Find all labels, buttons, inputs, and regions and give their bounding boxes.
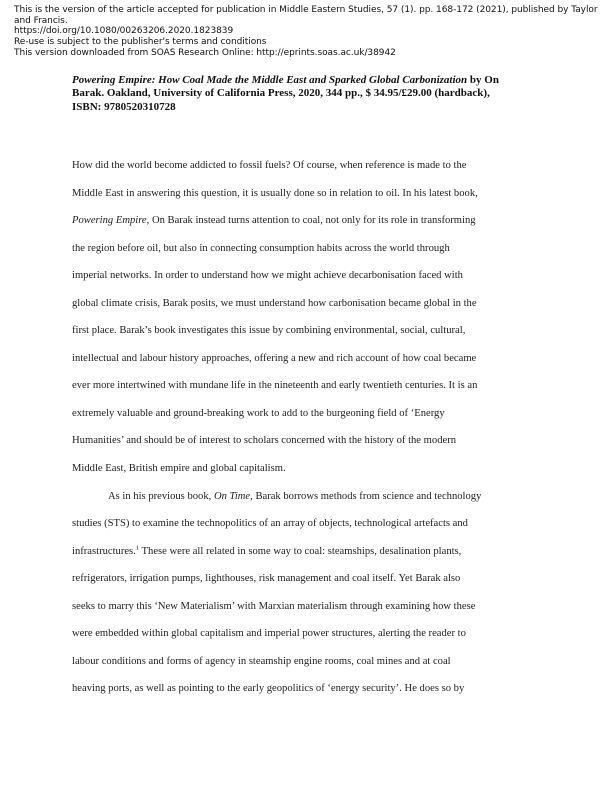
text-line: first place. Barak’s book investigates this issue by combining environmental, social, cultural,: [72, 325, 466, 337]
header-publication-line: This is the version of the article accepted for publication in Middle Eastern Studies, 57 (1). pp. 168-172 (2021), published by Taylor: [14, 5, 598, 15]
text-line: seeks to marry this ‘New Materialism’ with Marxian materialism through examining how these: [72, 600, 476, 612]
text-line: [72, 538, 542, 566]
text-line: extremely valuable and ground-breaking work to add to the burgeoning field of ‘Energy: [72, 407, 445, 419]
text-line: studies (STS) to examine the technopolitics of an array of objects, technological artefacts and: [72, 518, 468, 530]
citation-publisher-details: Barak. Oakland, University of California Press, 2020, 344 pp., $ 34.95/£29.00 (hardback),: [72, 87, 490, 100]
text-line: ever more intertwined with mundane life in the nineteenth and early twentieth centuries. It is an: [72, 380, 478, 392]
text-fragment: , On Barak instead turns attention to coal, not only for its role in transforming: [146, 215, 476, 227]
citation-author: by On: [467, 74, 499, 86]
header-reuse-notice: Re-use is subject to the publisher's terms and conditions: [14, 37, 267, 48]
text-line: intellectual and labour history approaches, offering a new and rich account of how coal became: [72, 352, 477, 364]
header-download-source: This version downloaded from SOAS Research Online: http://eprints.soas.ac.uk/38942: [14, 47, 396, 58]
text-line: the region before oil, but also in connecting consumption habits across the world through: [72, 242, 450, 254]
repository-header: [14, 5, 604, 59]
text-line: heaving ports, as well as pointing to the early geopolitics of ‘energy security’. He does so by: [72, 683, 465, 695]
text-line: imperial networks. In order to understand how we might achieve decarbonisation faced with: [72, 270, 463, 282]
text-line: refrigerators, irrigation pumps, lighthouses, risk management and coal itself. Yet Barak also: [72, 573, 461, 585]
paragraph-1: [72, 152, 542, 483]
review-body: [72, 152, 542, 703]
header-publication-line-cont: and Francis.: [14, 15, 68, 26]
text-line: labour conditions and forms of agency in steamship engine rooms, coal mines and at coal: [72, 655, 451, 667]
text-fragment: As in his previous book,: [108, 490, 214, 502]
text-fragment: infrastructures.: [72, 545, 136, 557]
citation-isbn: ISBN: 9780520310728: [72, 100, 176, 113]
footnote-marker[interactable]: 1: [135, 544, 140, 552]
book-title-inline: On Time: [213, 490, 251, 502]
text-line: [72, 207, 542, 235]
book-title: Powering Empire: How Coal Made the Middle East and Sparked Global Carbonization: [72, 74, 468, 86]
text-line: Middle East in answering this question, it is usually done so in relation to oil. In his latest book,: [72, 187, 478, 199]
text-line: Humanities’ and should be of interest to scholars concerned with the history of the modern: [72, 435, 457, 447]
text-line: were embedded within global capitalism and imperial power structures, alerting the reader to: [72, 628, 466, 640]
review-citation: [72, 74, 550, 114]
text-line: global climate crisis, Barak posits, we must understand how carbonisation became global in the: [72, 297, 477, 309]
text-line: How did the world become addicted to fossil fuels? Of course, when reference is made to the: [72, 160, 467, 171]
header-doi-link[interactable]: https://doi.org/10.1080/00263206.2020.1823839: [14, 26, 234, 37]
text-fragment: , Barak borrows methods from science and technology: [250, 490, 482, 502]
text-line: Middle East, British empire and global capitalism.: [72, 463, 286, 475]
paragraph-2: [72, 483, 542, 703]
text-line: [72, 483, 542, 511]
text-fragment: These were all related in some way to coal: steamships, desalination plants,: [139, 545, 462, 557]
book-title-inline: Powering Empire: [72, 215, 147, 227]
